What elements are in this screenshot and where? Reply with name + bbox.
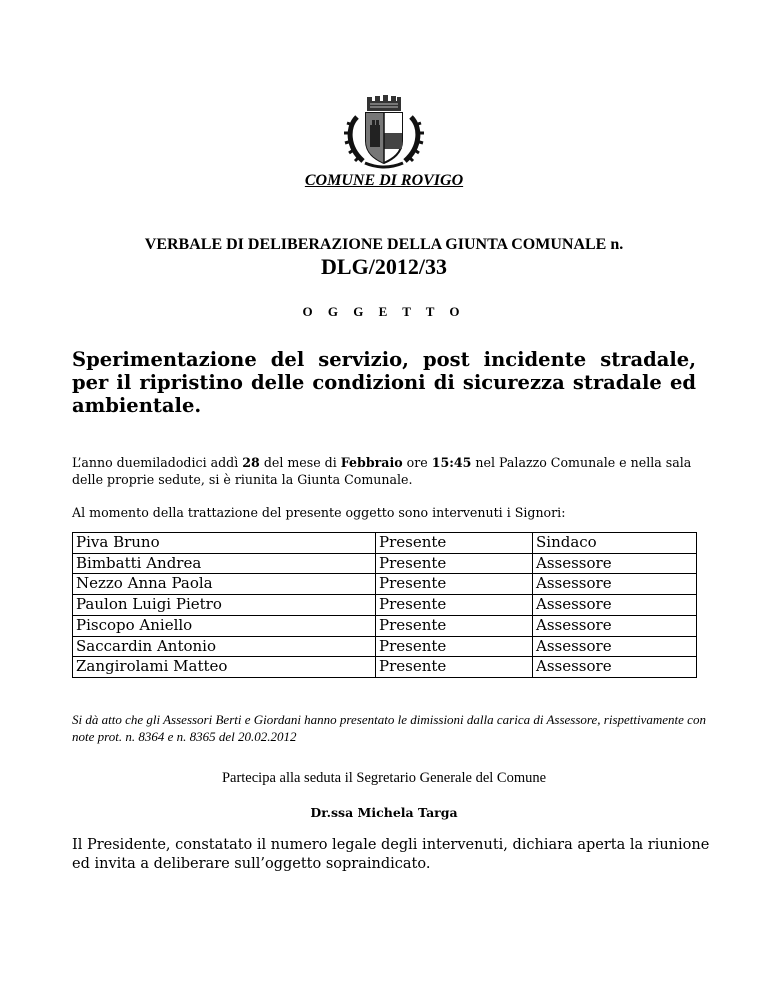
member-status: Presente bbox=[376, 553, 533, 574]
member-name: Bimbatti Andrea bbox=[73, 553, 376, 574]
member-name: Saccardin Antonio bbox=[73, 636, 376, 657]
meeting-intro bbox=[72, 454, 712, 488]
members-table bbox=[72, 532, 697, 678]
secretary-intro: Partecipa alla seduta il Segretario Generale del Comune bbox=[221, 770, 547, 786]
presence-intro: Al momento della trattazione del presente oggetto sono intervenuti i Signori: bbox=[72, 505, 566, 520]
table-row bbox=[73, 615, 697, 636]
member-role: Assessore bbox=[533, 636, 697, 657]
resignation-note: Si dà atto che gli Assessori Berti e Giordani hanno presentato le dimissioni dalla carica di Assessore, rispettivamente con note prot. n. 8364 e n. 8365 del 20.02.2012 bbox=[72, 712, 706, 744]
member-status: Presente bbox=[376, 533, 533, 554]
member-role: Assessore bbox=[533, 595, 697, 616]
meeting-day: 28 bbox=[242, 455, 260, 470]
secretary-name: Dr.ssa Michela Targa bbox=[310, 805, 458, 820]
closing-paragraph: Il Presidente, constatato il numero legale degli intervenuti, dichiara aperta la riunione ed invita a deliberare sull’oggetto sopraindicato. bbox=[72, 837, 710, 872]
table-row bbox=[73, 595, 697, 616]
member-status: Presente bbox=[376, 595, 533, 616]
table-row bbox=[73, 657, 697, 678]
subject-title: Sperimentazione del servizio, post incidente stradale, per il ripristino delle condizioni di sicurezza stradale ed ambientale. bbox=[72, 348, 696, 417]
table-row bbox=[73, 533, 697, 554]
member-name: Piva Bruno bbox=[73, 533, 376, 554]
meeting-time: 15:45 bbox=[431, 455, 472, 470]
member-status: Presente bbox=[376, 636, 533, 657]
member-role: Sindaco bbox=[533, 533, 697, 554]
city-coat-of-arms-icon bbox=[335, 95, 433, 170]
intro-text-1: L’anno duemiladodici addì bbox=[72, 455, 243, 470]
intro-text-4: nel Palazzo Comunale e nella sala delle proprie sedute, si è riunita la Giunta Comunale. bbox=[72, 455, 692, 487]
member-name: Zangirolami Matteo bbox=[73, 657, 376, 678]
member-role: Assessore bbox=[533, 553, 697, 574]
intro-text-2: del mese di bbox=[259, 455, 341, 470]
member-role: Assessore bbox=[533, 615, 697, 636]
table-row bbox=[73, 574, 697, 595]
verbale-number: DLG/2012/33 bbox=[321, 254, 447, 279]
table-row bbox=[73, 553, 697, 574]
comune-name: COMUNE DI ROVIGO bbox=[304, 172, 464, 189]
member-role: Assessore bbox=[533, 657, 697, 678]
member-name: Piscopo Aniello bbox=[73, 615, 376, 636]
member-status: Presente bbox=[376, 574, 533, 595]
member-role: Assessore bbox=[533, 574, 697, 595]
member-status: Presente bbox=[376, 657, 533, 678]
meeting-month: Febbraio bbox=[340, 455, 403, 470]
table-row bbox=[73, 636, 697, 657]
member-name: Nezzo Anna Paola bbox=[73, 574, 376, 595]
member-name: Paulon Luigi Pietro bbox=[73, 595, 376, 616]
intro-text-3: ore bbox=[402, 455, 432, 470]
oggetto-label: O G G E T T O bbox=[302, 304, 466, 319]
verbale-title: VERBALE DI DELIBERAZIONE DELLA GIUNTA COMUNALE n. bbox=[144, 236, 624, 253]
member-status: Presente bbox=[376, 615, 533, 636]
